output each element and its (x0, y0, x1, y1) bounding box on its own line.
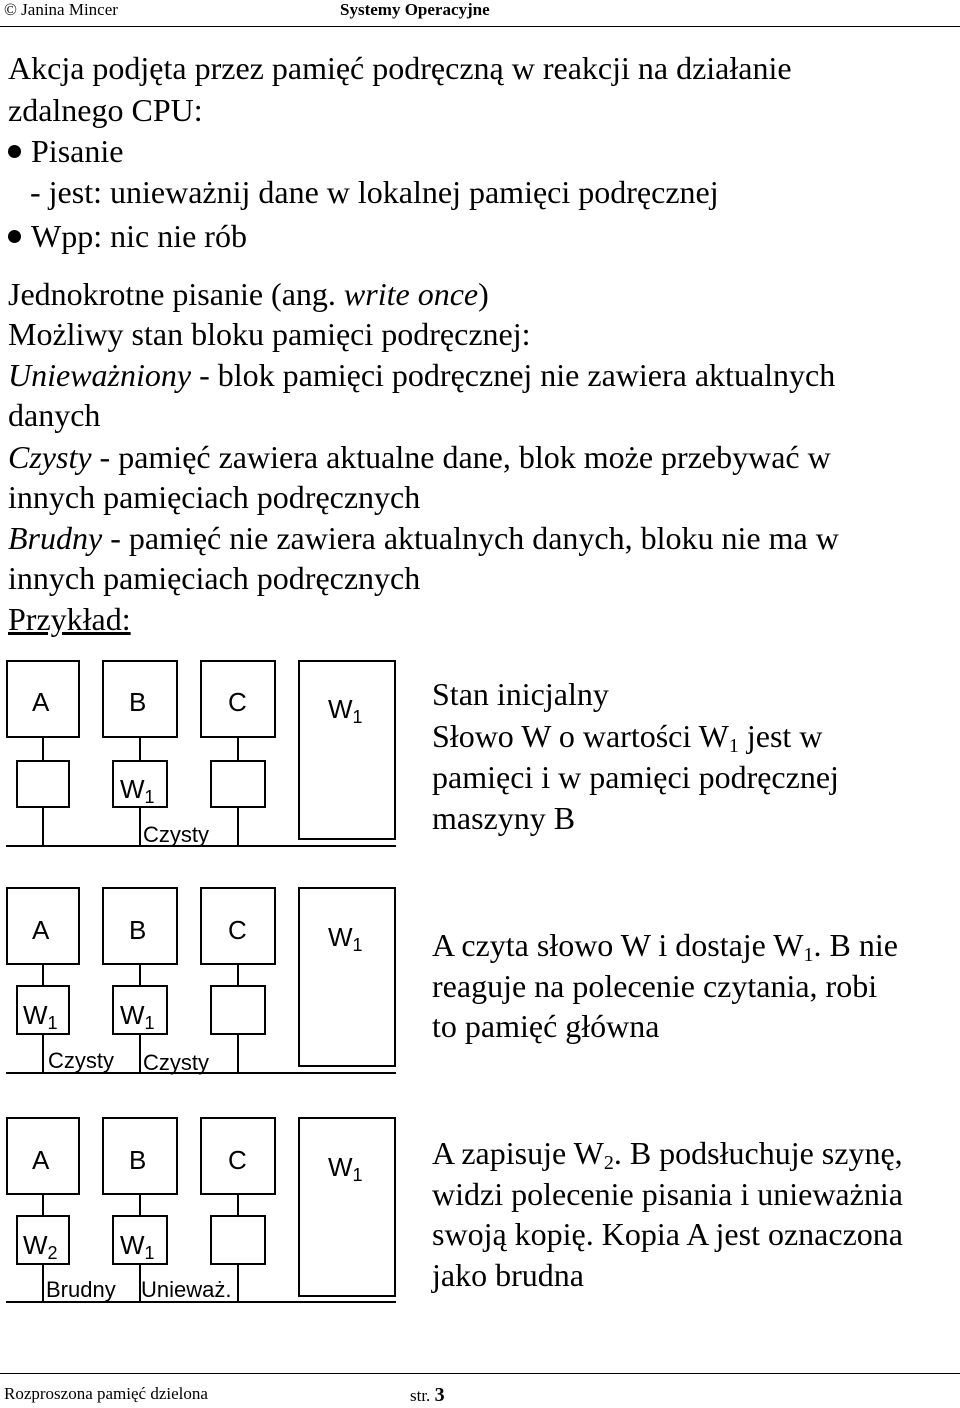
state-invalid-line-2: danych (8, 397, 101, 433)
cpu-label-b: B (129, 915, 147, 945)
state-clean-line (8, 437, 831, 477)
cache-bus-connector-b (139, 808, 141, 846)
state-clean-desc: - pamięć zawiera aktualne dane, blok może przebywać w (91, 439, 831, 475)
memory-value (328, 1154, 363, 1188)
diagram-desc-line-1a: A zapisuje W (432, 1135, 604, 1171)
cache-value-a-base: W (23, 1000, 48, 1030)
diagram-desc-line-2a: Słowo W o wartości W (432, 718, 729, 754)
diagram-desc-line-4: jako brudna (432, 1257, 584, 1293)
cpu-label-a: A (32, 915, 50, 945)
write-once-heading (8, 274, 489, 314)
state-dirty-term: Brudny (8, 520, 103, 556)
diagram-desc-line-2sub: 1 (728, 735, 739, 757)
cache-box-c (210, 1215, 266, 1265)
cache-state-b: Czysty (143, 1050, 209, 1075)
bullet-icon (8, 230, 21, 243)
cache-value-b-base: W (120, 1230, 145, 1260)
cpu-cache-connector-c (237, 1195, 239, 1215)
bullet-text: Pisanie (31, 133, 124, 169)
cache-value-a-sub: 2 (47, 1243, 58, 1263)
diagram-desc-line-2: widzi polecenie pisania i unieważnia (432, 1176, 903, 1212)
states-title: Możliwy stan bloku pamięci podręcznej: (8, 316, 531, 352)
header-divider (0, 26, 960, 27)
cache-value-b-sub: 1 (144, 787, 155, 807)
intro-line-1: Akcja podjęta przez pamięć podręczną w reakcji na działanie (8, 50, 792, 86)
cache-value-a (23, 1232, 58, 1266)
memory-value-base: W (328, 922, 353, 952)
diagram-desc-line-4: maszyny B (432, 800, 576, 836)
state-invalid-line (8, 355, 835, 395)
memory-value-base: W (328, 694, 353, 724)
diagram-desc-line-1: Stan inicjalny (432, 676, 609, 712)
intro-line-2: zdalnego CPU: (8, 92, 203, 128)
state-clean-term: Czysty (8, 439, 92, 475)
cache-bus-connector-c (237, 1265, 239, 1303)
diagram-desc-line-3: swoją kopię. Kopia A jest oznaczona (432, 1216, 903, 1252)
diagram-desc-line-2: reaguje na polecenie czytania, robi (432, 968, 878, 1004)
diagram-desc-line-1a: A czyta słowo W i dostaje W (432, 927, 804, 963)
system-bus (6, 1072, 396, 1074)
footer-page-label: str. (410, 1386, 431, 1405)
cpu-cache-connector-c (237, 738, 239, 760)
memory-value (328, 924, 363, 958)
memory-value (328, 696, 363, 730)
cache-bus-connector-b (139, 1035, 141, 1073)
memory-value-base: W (328, 1152, 353, 1182)
cache-value-b (120, 1002, 155, 1036)
cache-bus-connector-c (237, 808, 239, 846)
cache-box-c (210, 760, 266, 808)
cache-value-a-sub: 1 (47, 1013, 58, 1033)
cpu-label-b: B (129, 687, 147, 717)
diagram-desc-line-1b: . B nie (813, 927, 898, 963)
cache-box-c (210, 985, 266, 1035)
cache-value-b-sub: 1 (144, 1013, 155, 1033)
state-clean-line-2: innych pamięciach podręcznych (8, 479, 421, 515)
memory-box (298, 1117, 396, 1297)
footer-divider (0, 1373, 960, 1374)
bullet-icon (8, 145, 21, 158)
bullet-text: Wpp: nic nie rób (31, 218, 247, 254)
example-label: Przykład: (8, 601, 131, 637)
header-course: Systemy Operacyjne (340, 0, 490, 19)
cpu-label-b: B (129, 1145, 147, 1175)
bullet-item-otherwise (8, 216, 247, 256)
memory-value-sub: 1 (352, 1165, 363, 1185)
cache-value-b-sub: 1 (144, 1243, 155, 1263)
header-author: © Janina Mincer (4, 0, 118, 19)
diagram-desc-line-1sub: 2 (603, 1152, 614, 1174)
state-invalid-term: Unieważniony (8, 357, 192, 393)
diagram-desc-line-1b: . B podsłuchuje szynę, (613, 1135, 903, 1171)
write-once-prefix: Jednokrotne pisanie (ang. (8, 276, 344, 312)
cache-value-a (23, 1002, 58, 1036)
cache-value-a-base: W (23, 1230, 48, 1260)
cpu-cache-connector-a (42, 965, 44, 985)
cache-value-b (120, 776, 155, 810)
memory-value-sub: 1 (352, 707, 363, 727)
cpu-cache-connector-b (139, 965, 141, 985)
write-once-suffix: ) (478, 276, 489, 312)
cache-value-b-base: W (120, 774, 145, 804)
cpu-label-c: C (228, 1145, 247, 1175)
footer-title: Rozproszona pamięć dzielona (4, 1384, 208, 1403)
cpu-label-c: C (228, 915, 247, 945)
cache-bus-connector-c (237, 1035, 239, 1073)
cache-value-b (120, 1232, 155, 1266)
state-dirty-line-2: innych pamięciach podręcznych (8, 560, 421, 596)
cpu-cache-connector-b (139, 1195, 141, 1215)
diagram-desc-line-2b: jest w (738, 718, 823, 754)
state-dirty-line (8, 518, 839, 558)
cache-bus-connector-a (42, 1265, 44, 1303)
diagram-desc-line-3: to pamięć główna (432, 1008, 660, 1044)
memory-box (298, 660, 396, 840)
state-dirty-desc: - pamięć nie zawiera aktualnych danych, bloku nie ma w (102, 520, 839, 556)
cache-state-b: Unieważ. (141, 1277, 232, 1302)
footer-page-number: 3 (434, 1384, 445, 1406)
cpu-label-a: A (32, 1145, 50, 1175)
memory-box (298, 887, 396, 1067)
cache-value-b-base: W (120, 1000, 145, 1030)
cpu-cache-connector-c (237, 965, 239, 985)
cpu-cache-connector-a (42, 738, 44, 760)
bullet-item-write (8, 131, 123, 171)
footer-page (410, 1384, 445, 1407)
cpu-label-a: A (32, 687, 50, 717)
cache-state-a: Czysty (48, 1048, 114, 1073)
cache-bus-connector-a (42, 1035, 44, 1073)
system-bus (6, 1301, 396, 1303)
state-invalid-desc: - blok pamięci podręcznej nie zawiera aktualnych (191, 357, 836, 393)
cpu-cache-connector-b (139, 738, 141, 760)
cpu-label-c: C (228, 687, 247, 717)
cache-box-a (16, 760, 70, 808)
cache-state-a: Brudny (46, 1277, 116, 1302)
diagram-desc-line-1sub: 1 (803, 944, 814, 966)
memory-value-sub: 1 (352, 935, 363, 955)
cache-bus-connector-a (42, 808, 44, 846)
bullet-subline: - jest: unieważnij dane w lokalnej pamięci podręcznej (30, 174, 719, 210)
system-bus (6, 845, 396, 847)
write-once-term: write once (343, 276, 479, 312)
diagram-desc-line-3: pamięci i w pamięci podręcznej (432, 759, 839, 795)
cpu-cache-connector-a (42, 1195, 44, 1215)
cache-state-b: Czysty (143, 822, 209, 847)
